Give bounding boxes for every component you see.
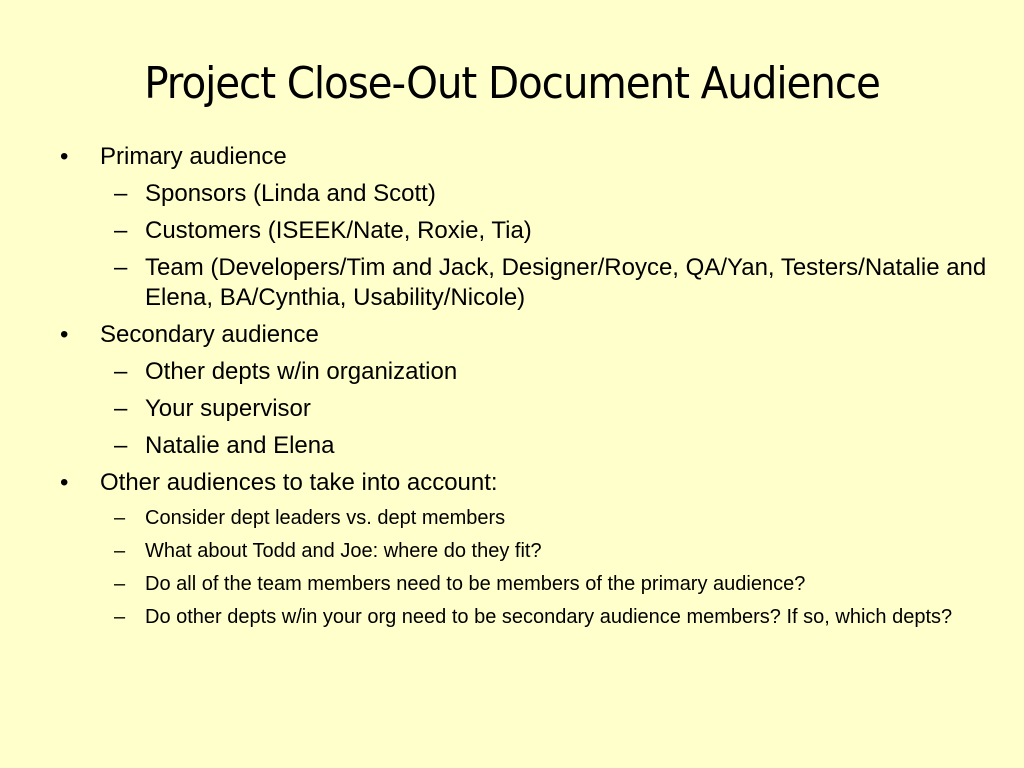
bullet-icon: • — [60, 321, 69, 348]
bullet-list — [58, 140, 988, 630]
sub-item-team-members-primary — [58, 571, 988, 597]
sub-item-team — [58, 253, 988, 313]
slide-title: Project Close-Out Document Audience — [144, 58, 880, 109]
list-item-other-audiences — [58, 468, 988, 498]
bullet-icon: • — [60, 143, 69, 170]
sub-item-todd-joe — [58, 538, 988, 564]
dash-icon: – — [114, 507, 126, 529]
sub-item-dept-leaders — [58, 505, 988, 531]
sub-item-text: Sponsors (Linda and Scott) — [145, 180, 436, 207]
sub-item-text: Do other depts w/in your org need to be secondary audience members? If so, which depts? — [145, 606, 953, 628]
sub-item-natalie-elena — [58, 431, 988, 461]
sub-item-sponsors — [58, 179, 988, 209]
list-item-text: Primary audience — [100, 143, 287, 170]
dash-icon: – — [114, 606, 126, 628]
list-item-secondary-audience — [58, 320, 988, 350]
bullet-icon: • — [60, 469, 69, 496]
list-item-text: Secondary audience — [100, 321, 319, 348]
dash-icon: – — [114, 358, 128, 385]
dash-icon: – — [114, 573, 126, 595]
list-item-text: Other audiences to take into account: — [100, 469, 498, 496]
sub-item-text: What about Todd and Joe: where do they fit? — [145, 540, 542, 562]
list-item-primary-audience — [58, 142, 988, 172]
sub-item-supervisor — [58, 394, 988, 424]
sub-item-text: Team (Developers/Tim and Jack, Designer/Royce, QA/Yan, Testers/Natalie and Elena, BA/Cynthia, Usability/Nicole) — [145, 254, 987, 311]
dash-icon: – — [114, 254, 128, 281]
sub-item-text: Customers (ISEEK/Nate, Roxie, Tia) — [145, 217, 532, 244]
dash-icon: – — [114, 540, 126, 562]
sub-item-text: Other depts w/in organization — [145, 358, 458, 385]
sub-item-text: Natalie and Elena — [145, 432, 335, 459]
sub-item-other-depts — [58, 357, 988, 387]
dash-icon: – — [114, 180, 128, 207]
sub-item-text: Your supervisor — [145, 395, 311, 422]
dash-icon: – — [114, 432, 128, 459]
sub-item-text: Consider dept leaders vs. dept members — [145, 507, 506, 529]
dash-icon: – — [114, 395, 128, 422]
dash-icon: – — [114, 217, 128, 244]
sub-item-text: Do all of the team members need to be members of the primary audience? — [145, 573, 806, 595]
sub-item-customers — [58, 216, 988, 246]
sub-item-other-depts-secondary — [58, 604, 988, 630]
